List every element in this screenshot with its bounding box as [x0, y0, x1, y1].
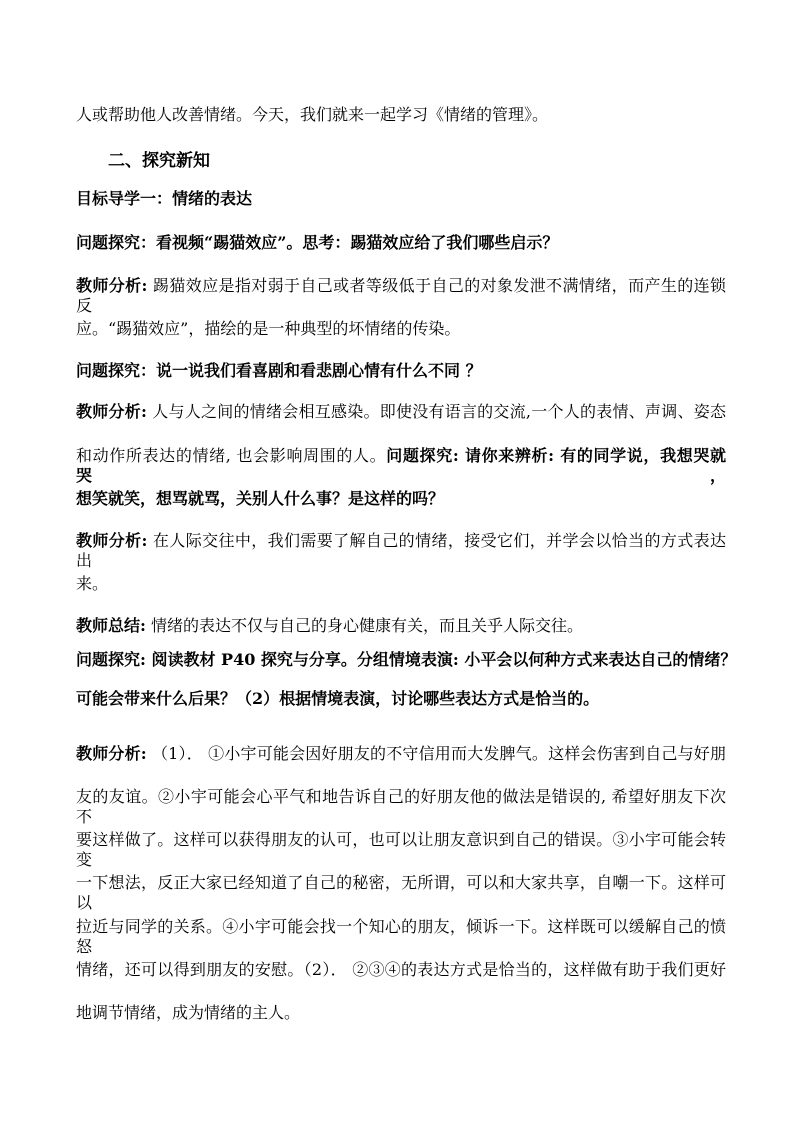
- teacher-analysis-text: （1）． ①小宇可能会因好朋友的不守信用而大发脾气。这样会伤害到自己与好朋: [146, 744, 726, 763]
- teacher-analysis-text: 和动作所表达的情绪, 也会影响周围的人。: [76, 446, 387, 465]
- teacher-analysis-2-line-2: [76, 446, 726, 486]
- question-1: 问题探究：看视频“踢猫效应”。思考：踢猫效应给了我们哪些启示？: [76, 233, 559, 252]
- question-inline-continued: 想笑就笑，想骂就骂，关别人什么事？是这样的吗？: [76, 489, 445, 508]
- intro-line: 人或帮助他人改善情绪。今天，我们就来一起学习《情绪的管理》。: [76, 105, 549, 124]
- teacher-analysis-4-line-1: [76, 744, 726, 764]
- teacher-summary-label: 教师总结:: [76, 616, 146, 635]
- teacher-analysis-4-line-3: 要这样做了。这样可以获得朋友的认可，也可以让朋友意识到自己的错误。③小宇可能会转变: [76, 830, 726, 869]
- teacher-analysis-1-line-1: [76, 276, 726, 316]
- teacher-analysis-label: 教师分析:: [76, 276, 148, 295]
- teacher-analysis-3-line-2: 来。: [76, 574, 109, 593]
- teacher-summary-text: 情绪的表达不仅与自己的身心健康有关，而且关乎人际交往。: [145, 616, 584, 635]
- teacher-analysis-label: 教师分析:: [76, 402, 147, 421]
- teacher-summary: [76, 616, 726, 636]
- teacher-analysis-text: 踢猫效应是指对弱于自己或者等级低于自己的对象发泄不满情绪，而产生的连锁反: [76, 276, 726, 315]
- teacher-analysis-3-line-1: [76, 531, 726, 571]
- teacher-analysis-4-line-4: 一下想法，反正大家已经知道了自己的秘密，无所谓，可以和大家共享，自嘲一下。这样可以: [76, 873, 726, 912]
- teacher-analysis-label: 教师分析:: [76, 531, 148, 550]
- teacher-analysis-4-line-5: 拉近与同学的关系。④小宇可能会找一个知心的朋友，倾诉一下。这样既可以缓解自己的愤怒: [76, 917, 726, 956]
- section-heading: 二、探究新知: [108, 151, 210, 171]
- teacher-analysis-label: 教师分析:: [76, 744, 147, 763]
- goal-heading-1: 目标导学一：情绪的表达: [76, 189, 253, 208]
- teacher-analysis-text: 人与人之间的情绪会相互感染。即使没有语言的交流,一个人的表情、声调、姿态: [146, 402, 726, 421]
- teacher-analysis-4-line-7: 地调节情绪，成为情绪的主人。: [76, 1003, 301, 1022]
- teacher-analysis-4-line-6: 情绪，还可以得到朋友的安慰。（2）． ②③④的表达方式是恰当的，这样做有助于我们更好: [76, 960, 726, 979]
- teacher-analysis-1-line-2: 应。“踢猫效应”，描绘的是一种典型的坏情绪的传染。: [76, 319, 461, 338]
- teacher-analysis-4-line-2: 友的友谊。②小宇可能会心平气和地告诉自己的好朋友他的做法是错误的, 希望好朋友下次不: [76, 787, 726, 826]
- teacher-analysis-2-line-1: [76, 402, 726, 422]
- question-2: 问题探究：说一说我们看喜剧和看悲剧心情有什么不同 ？: [76, 361, 482, 380]
- question-3-line-1: 问题探究: 阅读教材 P40 探究与分享。分组情境表演: 小平会以何种方式来表达自己的情绪？: [76, 650, 737, 669]
- question-3-line-2: 可能会带来什么后果？（2）根据情境表演，讨论哪些表达方式是恰当的。: [76, 689, 600, 708]
- teacher-analysis-text: 在人际交往中，我们需要了解自己的情绪，接受它们，并学会以恰当的方式表达出: [76, 531, 726, 570]
- question-inline: 问题探究: 请你来辨析: 有的同学说，我想哭就哭，: [76, 446, 726, 485]
